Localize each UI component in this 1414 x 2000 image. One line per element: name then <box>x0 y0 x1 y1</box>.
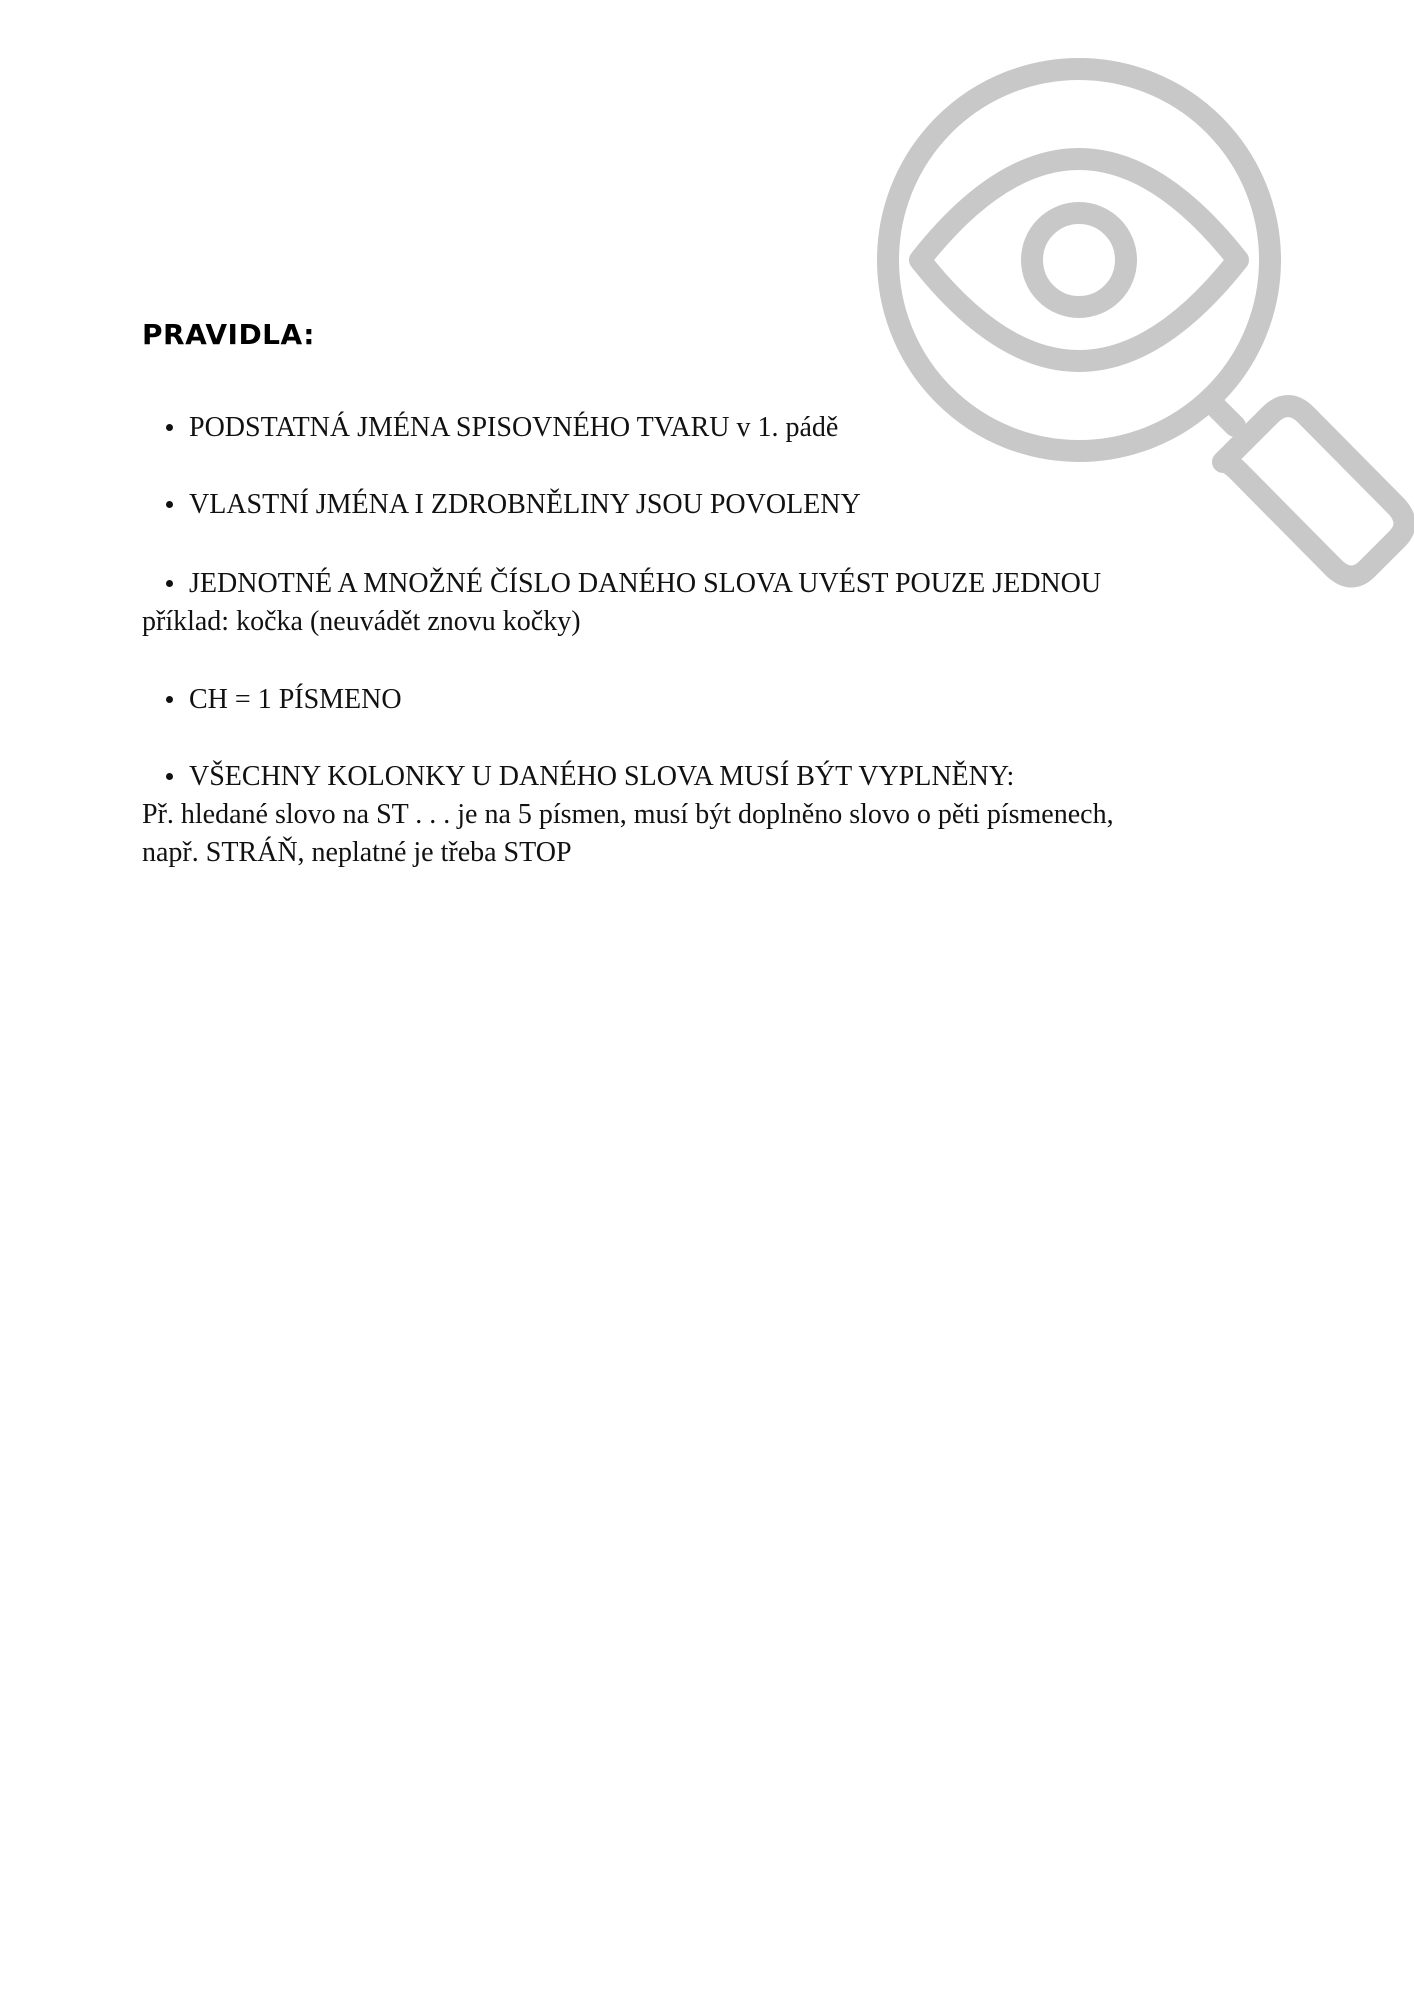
list-item <box>142 758 1262 872</box>
rule-text: VŠECHNY KOLONKY U DANÉHO SLOVA MUSÍ BÝT VYPLNĚNY: <box>189 761 1015 792</box>
rule-text: PODSTATNÁ JMÉNA SPISOVNÉHO TVARU v 1. pádě <box>189 412 839 443</box>
rule-line <box>142 486 1262 524</box>
list-item <box>142 565 1262 641</box>
rule-line <box>142 758 1262 796</box>
list-item <box>142 486 1262 524</box>
rule-text: CH = 1 PÍSMENO <box>189 684 402 715</box>
bullet-icon <box>142 409 189 447</box>
list-item <box>142 409 1262 447</box>
rule-text: JEDNOTNÉ A MNOŽNÉ ČÍSLO DANÉHO SLOVA UVÉST POUZE JEDNOU <box>189 568 1102 599</box>
bullet-icon <box>142 486 189 524</box>
rule-line <box>142 565 1262 603</box>
bullet-icon <box>142 565 189 603</box>
rule-note: Př. hledané slovo na ST . . . je na 5 písmen, musí být doplněno slovo o pěti písmenech, <box>142 799 1114 830</box>
rule-line <box>142 409 1262 447</box>
rule-text: VLASTNÍ JMÉNA I ZDROBNĚLINY JSOU POVOLENY <box>189 489 861 520</box>
rule-note: např. STRÁŇ, neplatné je třeba STOP <box>142 837 572 868</box>
bullet-icon <box>142 681 189 719</box>
rule-note: příklad: kočka (neuvádět znovu kočky) <box>142 606 581 637</box>
rule-line <box>142 681 1262 719</box>
list-item <box>142 681 1262 719</box>
page-title: PRAVIDLA: <box>142 318 315 351</box>
bullet-icon <box>142 758 189 796</box>
